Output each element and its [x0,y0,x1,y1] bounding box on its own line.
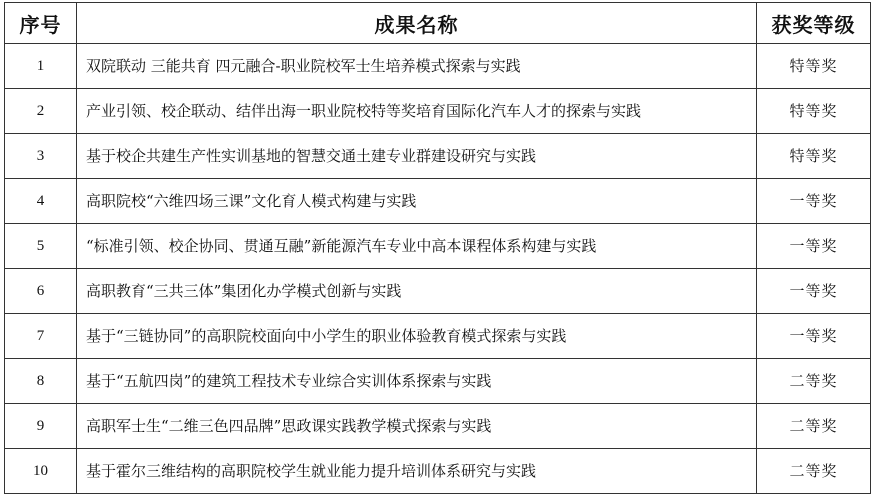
row-index: 10 [5,449,77,494]
header-index: 序号 [5,3,77,44]
row-index: 8 [5,359,77,404]
row-index: 7 [5,314,77,359]
row-award-level: 特等奖 [757,89,871,134]
row-index: 6 [5,269,77,314]
header-row [5,3,871,44]
row-index: 1 [5,44,77,89]
awards-table [4,2,871,494]
row-achievement-name: 基于“三链协同”的高职院校面向中小学生的职业体验教育模式探索与实践 [77,314,757,359]
table-row [5,269,871,314]
row-achievement-name: 双院联动 三能共育 四元融合-职业院校军士生培养模式探索与实践 [77,44,757,89]
row-award-level: 特等奖 [757,44,871,89]
row-index: 9 [5,404,77,449]
row-award-level: 特等奖 [757,134,871,179]
row-award-level: 一等奖 [757,269,871,314]
table-row [5,134,871,179]
header-level: 获奖等级 [757,3,871,44]
table-row [5,44,871,89]
table-row [5,314,871,359]
row-achievement-name: 产业引领、校企联动、结伴出海一职业院校特等奖培育国际化汽车人才的探索与实践 [77,89,757,134]
row-award-level: 二等奖 [757,359,871,404]
table-row [5,359,871,404]
table-row [5,449,871,494]
row-achievement-name: 高职院校“六维四场三课”文化育人模式构建与实践 [77,179,757,224]
header-name: 成果名称 [77,3,757,44]
row-index: 3 [5,134,77,179]
table-row [5,179,871,224]
row-achievement-name: 高职教育“三共三体”集团化办学模式创新与实践 [77,269,757,314]
row-award-level: 二等奖 [757,404,871,449]
row-award-level: 一等奖 [757,224,871,269]
row-award-level: 一等奖 [757,314,871,359]
row-achievement-name: 基于“五航四岗”的建筑工程技术专业综合实训体系探索与实践 [77,359,757,404]
row-achievement-name: 基于霍尔三维结构的高职院校学生就业能力提升培训体系研究与实践 [77,449,757,494]
row-achievement-name: 基于校企共建生产性实训基地的智慧交通土建专业群建设研究与实践 [77,134,757,179]
row-index: 5 [5,224,77,269]
row-achievement-name: 高职军士生“二维三色四品牌”思政课实践教学模式探索与实践 [77,404,757,449]
table-row [5,404,871,449]
row-award-level: 二等奖 [757,449,871,494]
table-row [5,89,871,134]
row-award-level: 一等奖 [757,179,871,224]
row-achievement-name: “标准引领、校企协同、贯通互融”新能源汽车专业中高本课程体系构建与实践 [77,224,757,269]
table-body [5,44,871,494]
row-index: 4 [5,179,77,224]
row-index: 2 [5,89,77,134]
table-row [5,224,871,269]
table-header [5,3,871,44]
